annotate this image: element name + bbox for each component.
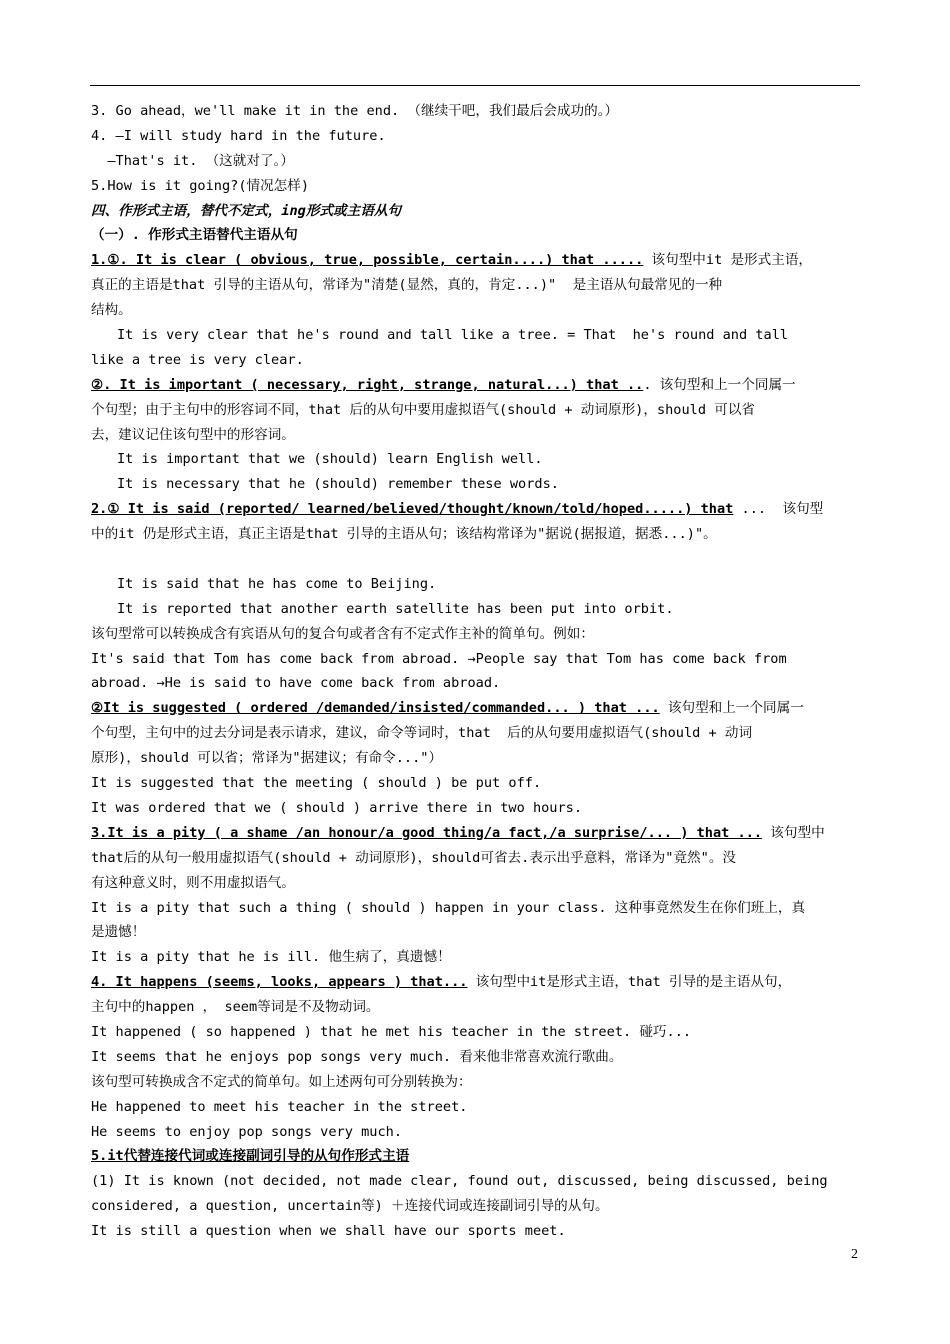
- example-line: It was ordered that we ( should ) arrive there in two hours.: [91, 799, 583, 816]
- text-line: considered, a question, uncertain等) ＋连接代词或连接副词引导的从句。: [91, 1198, 609, 1215]
- text-line: 4. —I will study hard in the future.: [91, 127, 386, 144]
- text: ... 该句型: [733, 501, 824, 518]
- example-line: abroad. →He is said to have come back from abroad.: [91, 675, 501, 692]
- pattern-line: [91, 373, 861, 398]
- text-line: 中的it 仍是形式主语，真正主语是that 引导的主语从句；该结构常译为"据说(据报道，据悉...)"。: [91, 526, 717, 543]
- blank-line: [91, 547, 861, 572]
- text-line: 真正的主语是that 引导的主语从句，常译为"清楚(显然，真的，肯定...)" 是主语从句最常见的一种: [91, 277, 723, 294]
- subsection-heading: （一）. 作形式主语替代主语从句: [91, 227, 298, 244]
- text-line: 结构。: [91, 302, 132, 319]
- text: 该句型中it是形式主语，that 引导的是主语从句，: [467, 974, 792, 991]
- pattern-text: 4. It happens (seems, looks, appears ) that...: [91, 974, 468, 991]
- example-line: like a tree is very clear.: [91, 351, 304, 368]
- text-line: —That's it. （这就对了。）: [91, 152, 294, 169]
- text: . 该句型和上一个同属一: [643, 376, 796, 393]
- page-number: 2: [851, 1247, 858, 1262]
- text: 该句型中it 是形式主语，: [643, 252, 813, 269]
- example-line: It happened ( so happened ) that he met his teacher in the street. 碰巧...: [91, 1023, 692, 1040]
- text-line: 主句中的happen ， seem等词是不及物动词。: [91, 999, 380, 1016]
- example-line: It's said that Tom has come back from abroad. →People say that Tom has come back from: [91, 650, 787, 667]
- text-line: 原形)，should 可以省；常译为"据建议；有命令..."）: [91, 750, 443, 767]
- example-line: It is necessary that he (should) remember these words.: [117, 476, 559, 493]
- text-line: 有这种意义时，则不用虚拟语气。: [91, 874, 295, 891]
- document-body: [91, 99, 861, 1244]
- example-line: It seems that he enjoys pop songs very much. 看来他非常喜欢流行歌曲。: [91, 1048, 623, 1065]
- example-line: It is still a question when we shall have our sports meet.: [91, 1223, 566, 1240]
- example-line: He happened to meet his teacher in the street.: [91, 1098, 468, 1115]
- pattern-line: [91, 497, 861, 522]
- example-line: It is a pity that he is ill. 他生病了，真遗憾！: [91, 949, 451, 966]
- text-line: 去，建议记住该句型中的形容词。: [91, 426, 295, 443]
- subsection-heading: 5.it代替连接代词或连接副词引导的从句作形式主语: [91, 1148, 410, 1165]
- example-line: It is said that he has come to Beijing.: [117, 575, 437, 592]
- pattern-line: [91, 970, 861, 995]
- example-line: It is important that we (should) learn English well.: [117, 451, 543, 468]
- pattern-line: [91, 248, 861, 273]
- text-line: that后的从句一般用虚拟语气(should + 动词原形)，should可省去.表示出乎意料，常译为"竟然"。没: [91, 849, 737, 866]
- section-heading: 四、作形式主语，替代不定式，ing形式或主语从句: [91, 202, 402, 219]
- text-line: 5.How is it going?(情况怎样): [91, 177, 310, 194]
- pattern-text: 3.It is a pity ( a shame /an honour/a good thing/a fact,/a surprise/... ) that ...: [91, 824, 763, 841]
- text-line: 该句型可转换成含不定式的简单句。如上述两句可分别转换为：: [91, 1073, 472, 1090]
- pattern-text: 1.①. It is clear ( obvious, true, possible, certain....) that .....: [91, 252, 644, 269]
- example-line: It is suggested that the meeting ( should ) be put off.: [91, 775, 542, 792]
- example-line: It is a pity that such a thing ( should ) happen in your class. 这种事竟然发生在你们班上，真: [91, 899, 806, 916]
- example-line: He seems to enjoy pop songs very much.: [91, 1123, 402, 1140]
- text-line: 个句型；由于主句中的形容词不同，that 后的从句中要用虚拟语气(should + 动词原形)，should 可以省: [91, 401, 756, 418]
- text: 该句型和上一个同属一: [659, 700, 804, 717]
- text-line: (1) It is known (not decided, not made clear, found out, discussed, being discussed, being: [91, 1173, 828, 1190]
- pattern-text: ②. It is important ( necessary, right, strange, natural...) that ..: [91, 376, 644, 393]
- text-line: 个句型，主句中的过去分词是表示请求，建议，命令等词时，that 后的从句要用虚拟语气(should + 动词: [91, 725, 753, 742]
- pattern-text: 2.① It is said (reported/ learned/believed/thought/known/told/hoped.....) that: [91, 501, 734, 518]
- example-line: It is very clear that he's round and tall like a tree. = That he's round and tall: [117, 327, 789, 344]
- pattern-line: [91, 821, 861, 846]
- text-line: 3. Go ahead，we'll make it in the end. （继续干吧，我们最后会成功的。）: [91, 103, 619, 119]
- example-line: 是遗憾！: [91, 924, 146, 941]
- pattern-line: [91, 696, 861, 721]
- pattern-text: ②It is suggested ( ordered /demanded/insisted/commanded... ) that ...: [91, 700, 660, 717]
- example-line: It is reported that another earth satellite has been put into orbit.: [117, 600, 674, 617]
- text-line: 该句型常可以转换成含有宾语从句的复合句或者含有不定式作主补的简单句。例如：: [91, 625, 594, 642]
- text: 该句型中: [762, 824, 825, 841]
- header-rule: [90, 85, 860, 86]
